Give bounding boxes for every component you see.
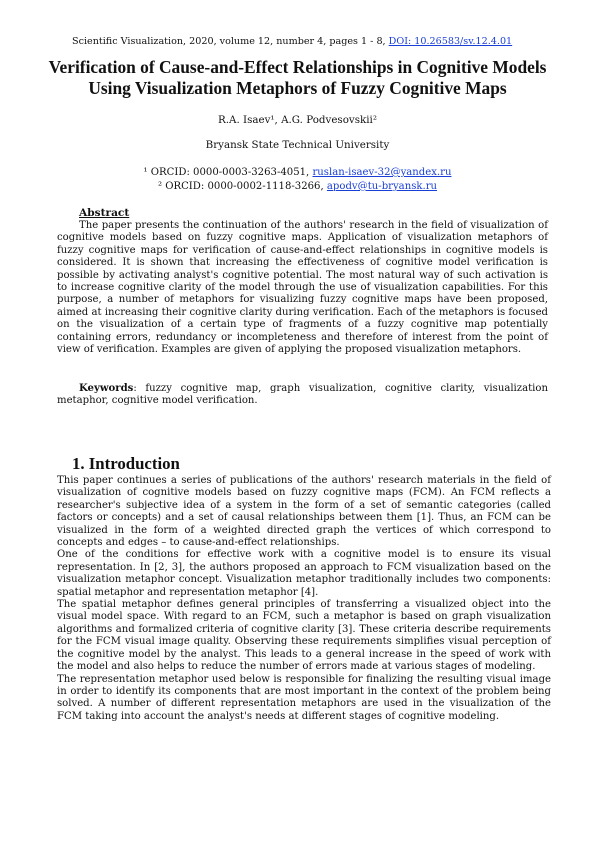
email-link-2[interactable]: apodv@tu-bryansk.ru xyxy=(326,181,438,192)
orcid-line-2 xyxy=(0,181,595,192)
section-heading-introduction: 1. Introduction xyxy=(72,454,180,473)
keywords-label: Keywords xyxy=(79,383,134,394)
authors: R.A. Isaev¹, A.G. Podvesovskii² xyxy=(218,114,377,126)
intro-paragraph-4: The representation metaphor used below is responsible for finalizing the resulting visual image in order to identify its components that are most important in the context of the problem being solved. A number of different representation metaphors are used in the visualization of the FCM taking into account the analyst's needs at different stages of cognitive modeling. xyxy=(57,673,551,722)
citation-text: Scientific Visualization, 2020, volume 12, number 4, pages 1 - 8, xyxy=(72,36,389,47)
running-head xyxy=(72,36,542,47)
orcid-id-1: ¹ ORCID: 0000-0003-3263-4051, xyxy=(143,167,313,178)
intro-paragraph-3: The spatial metaphor defines general principles of transferring a visualized object into the visual model space. With regard to an FCM, such a metaphor is based on graph visualization algorithms and formalized criteria of cognitive clarity [3]. These criteria describe requirements for the FCM visual image quality. Observing these requirements simplifies visual perception of the cognitive model by the analyst. This leads to a general increase in the speed of work with the model and also helps to reduce the number of errors made at various stages of modeling. xyxy=(57,599,551,673)
orcid-line-1 xyxy=(0,167,595,178)
paper-title: Verification of Cause-and-Effect Relationships in Cognitive Models Using Visualization Metaphors of Fuzzy Cognitive Maps xyxy=(48,57,547,98)
abstract-text: The paper presents the continuation of the authors' research in the field of visualization of cognitive models based on fuzzy cognitive maps. Application of visualization metaphors of fuzzy cognitive maps for verification of cause-and-effect relationships in cognitive models is considered. It is shown that increasing the effectiveness of cognitive model verification is possible by activating analyst's cognitive potential. The most natural way of such activation is to increase cognitive clarity of the model through the use of visualization capabilities. For this purpose, a number of metaphors for visualizing fuzzy cognitive maps have been proposed, aimed at increasing their cognitive clarity during verification. Each of the metaphors is focused on the visualization of a certain type of fragments of a fuzzy cognitive map potentially containing errors, redundancy or incompleteness and therefore of interest from the point of view of verification. Examples are given of applying the proposed visualization metaphors. xyxy=(57,220,548,356)
introduction-body xyxy=(57,475,551,723)
intro-paragraph-1: This paper continues a series of publications of the authors' research materials in the field of visualization of cognitive models based on fuzzy cognitive maps (FCM). An FCM reflects a researcher's subjective idea of a system in the form of a set of semantic categories (called factors or concepts) and a set of causal relationships between them [1]. Thus, an FCM can be visualized in the form of a weighted directed graph the vertices of which correspond to concepts and edges – to cause-and-effect relationships. xyxy=(57,475,551,549)
email-link-1[interactable]: ruslan-isaev-32@yandex.ru xyxy=(312,167,452,178)
doi-link[interactable]: DOI: 10.26583/sv.12.4.01 xyxy=(388,36,513,47)
affiliation: Bryansk State Technical University xyxy=(205,139,390,151)
keywords xyxy=(57,383,548,408)
intro-paragraph-2: One of the conditions for effective work with a cognitive model is to ensure its visual representation. In [2, 3], the authors proposed an approach to FCM visualization based on the visualization metaphor concept. Visualization metaphor traditionally includes two components: spatial metaphor and representation metaphor [4]. xyxy=(57,549,551,598)
abstract-heading: Abstract xyxy=(79,207,130,219)
keywords-text: : fuzzy cognitive map, graph visualization, cognitive clarity, visualization metaphor, cognitive model verification. xyxy=(57,383,548,407)
orcid-id-2: ² ORCID: 0000-0002-1118-3266, xyxy=(157,181,327,192)
